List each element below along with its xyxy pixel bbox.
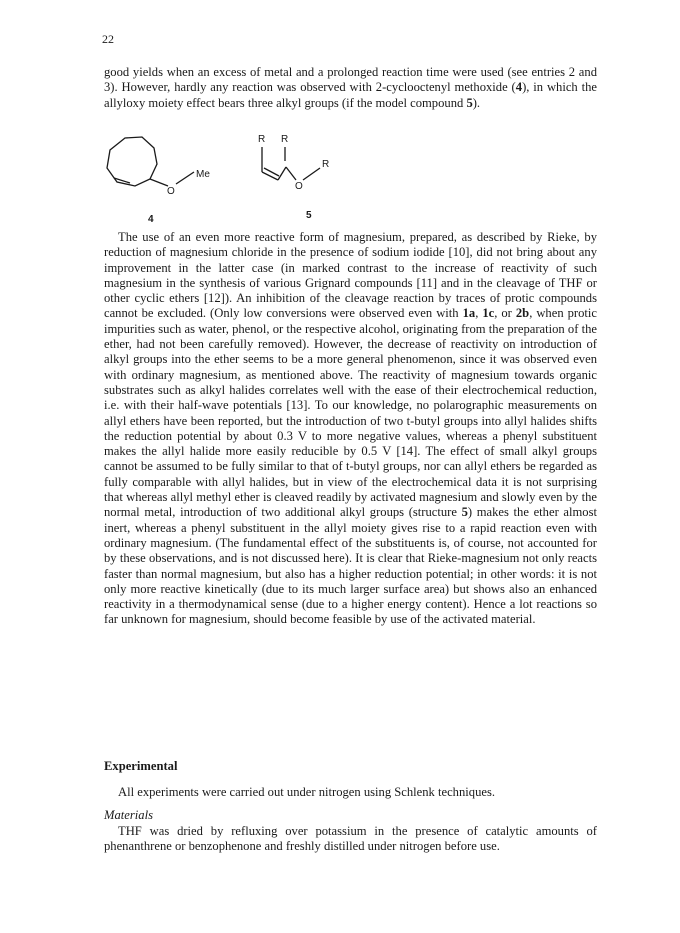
compound-5-number: 5 xyxy=(306,210,312,221)
compound-ref-4: 4 xyxy=(515,80,523,95)
compound-ref-1c: 1c xyxy=(482,306,495,321)
bond-ring-to-o xyxy=(150,179,168,186)
compound-4-oxygen-label: O xyxy=(167,186,175,197)
compound-4-structure xyxy=(107,137,194,186)
chemical-structures xyxy=(90,128,390,228)
experimental-text: All experiments were carried out under nitrogen using Schlenk techniques. xyxy=(118,785,496,799)
structures-svg xyxy=(90,128,390,228)
compound-4-number: 4 xyxy=(148,214,154,225)
compound-5-r-label-3: R xyxy=(322,159,330,170)
intro-text-2: ), in which the allyloxy moiety effect bears three alkyl groups (if the model compound xyxy=(104,80,597,110)
main-paragraph xyxy=(104,230,597,628)
compound-ref-5: 5 xyxy=(466,95,473,110)
body-text-4: , when protic impurities such as water, phenol, or the respective alcohol, originating from the preparation of the ether, had not been carefully removed). However, the decrease of reactivity on introduction of alkyl groups into the ether seems to be a more general phenomenon, since it was observed even with ordinary magnesium, as mentioned above. The reactivity of magnesium towards organic substrates such as alkyl halides correlates well with the ease of their electrochemical reduction, i.e. with their half-wave potentials [13]. To our knowledge, no polarographic measurements on allyl ethers have been reported, but the introduction of two t-butyl groups into allyl halides shifts the reduction potential by about 0.3 V to more negative values, whereas a phenyl substituent makes the allyl halide more easily reducible by 0.5 V [14]. The effect of small alkyl groups cannot be assumed to be fully similar to that of t-butyl groups, nor can allyl ethers be regarded as fully comparable with allyl halides, but in view of the electrochemical data it is not surprising that whereas allyl methyl ether is cleaved readily by activated magnesium and slowly even by the normal metal, introduction of two additional alkyl groups (structure xyxy=(104,306,597,520)
body-text-3: , or xyxy=(494,306,516,321)
compound-ref-5-body: 5 xyxy=(461,505,468,520)
compound-5-oxygen-label: O xyxy=(295,181,303,192)
materials-text: THF was dried by refluxing over potassium in the presence of catalytic amounts of phenanthrene or benzophenone and freshly distilled under nitrogen before use. xyxy=(104,824,597,854)
experimental-heading: Experimental xyxy=(104,759,178,773)
page-number: 22 xyxy=(102,32,114,46)
intro-paragraph xyxy=(104,65,597,111)
compound-5-r-label-1: R xyxy=(258,134,266,145)
bond-o-to-me xyxy=(176,172,194,184)
body-text-5: ) makes the ether almost inert, whereas a phenyl substituent in the allyl moiety gives rise to a rapid reaction even with ordinary magnesium. (The fundamental effect of the substituents is, of course, not accounted for by these observations, and is not discussed here). It is clear that Rieke-magnesium not only reacts faster than normal magnesium, but also has a higher reduction potential; in other words: it is not only more reactive kinetically (due to its much larger surface area) but shows also an enhanced reactivity in a thermodynamical sense (due to a higher energy content). Hence a lot reactions so far unknown for magnesium, should become feasible by use of the activated material. xyxy=(104,505,597,627)
compound-4-methyl-label: Me xyxy=(196,169,210,180)
body-text-1: The use of an even more reactive form of magnesium, prepared, as described by Rieke, by reduction of magnesium chloride in the presence of sodium iodide [10], did not bring about any improvement in the latter case (in marked contrast to the increase of reactivity of such magnesium in the synthesis of various Grignard compounds [11] and in the cleavage of THF or other cyclic ethers [12]). An inhibition of the cleavage reaction by traces of protic compounds cannot be excluded. (Only low conversions were observed even with xyxy=(104,230,597,321)
materials-heading: Materials xyxy=(104,808,153,822)
compound-5-structure xyxy=(262,147,320,180)
intro-text-3: ). xyxy=(472,95,481,110)
bond-o-to-r xyxy=(303,168,320,180)
compound-5-r-label-2: R xyxy=(281,134,289,145)
body-text-2: , xyxy=(475,306,483,321)
compound-ref-2b: 2b xyxy=(515,306,530,321)
intro-text-1: good yields when an excess of metal and a prolonged reaction time were used (see entries 2 and 3). However, hardly any reaction was observed with 2-cyclooctenyl methoxide ( xyxy=(104,65,597,95)
compound-ref-1a: 1a xyxy=(462,306,476,321)
